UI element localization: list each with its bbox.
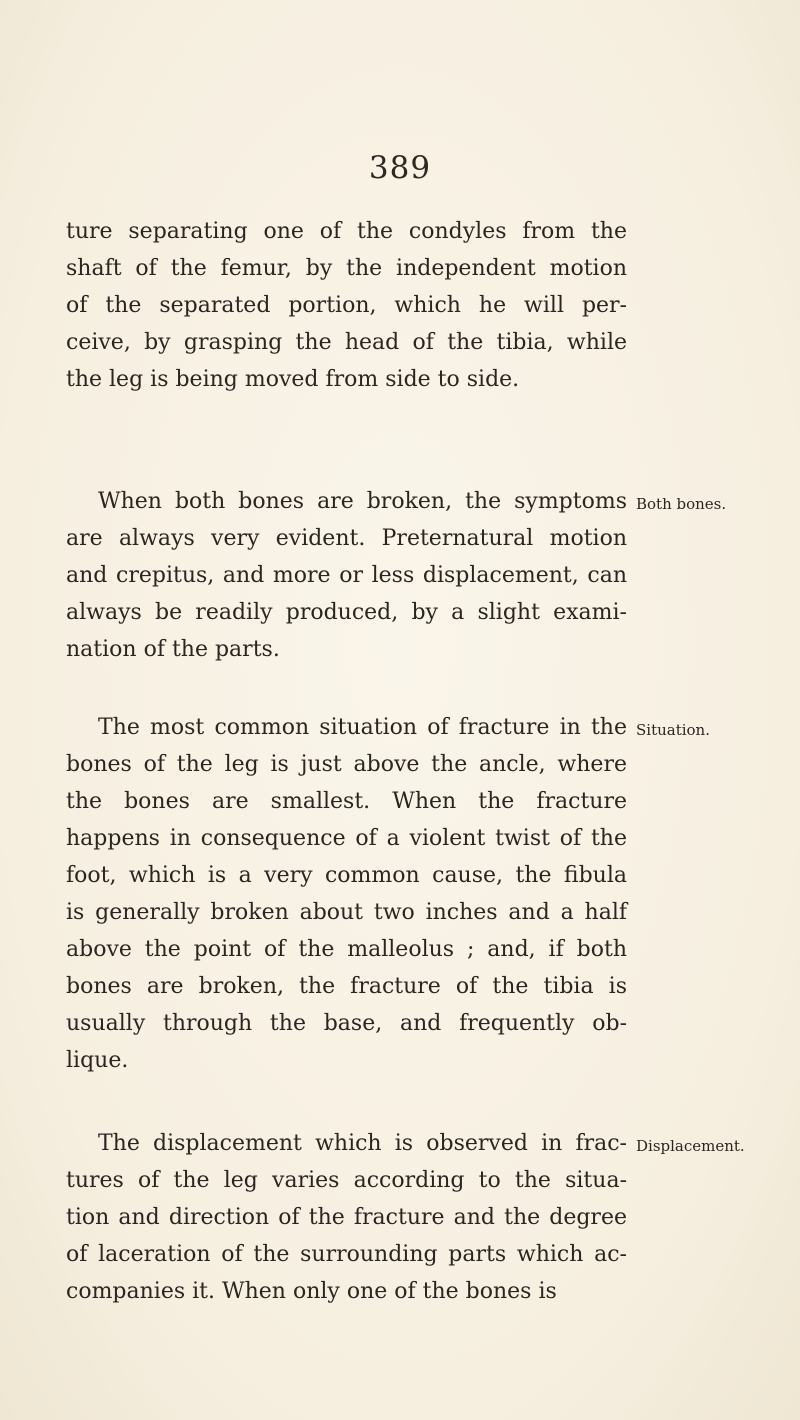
margin-note: Displacement. xyxy=(636,1137,745,1155)
text-line: tion and direction of the fracture and the degree xyxy=(66,1205,627,1230)
text-line: ture separating one of the condyles from the xyxy=(66,219,627,244)
text-line: bones are broken, the fracture of the tibia is xyxy=(66,974,627,999)
text-line: the bones are smallest. When the fracture xyxy=(66,789,627,814)
text-line: ceive, by grasping the head of the tibia, while xyxy=(66,330,627,355)
text-line: When both bones are broken, the symptoms xyxy=(98,489,627,514)
text-line: usually through the base, and frequently ob- xyxy=(66,1011,627,1036)
text-line: and crepitus, and more or less displacement, can xyxy=(66,563,627,588)
text-line: above the point of the malleolus ; and, if both xyxy=(66,937,627,962)
text-line: bones of the leg is just above the ancle, where xyxy=(66,752,627,777)
text-line: of laceration of the surrounding parts which ac- xyxy=(66,1242,627,1267)
text-line: foot, which is a very common cause, the fibula xyxy=(66,863,627,888)
text-line: the leg is being moved from side to side. xyxy=(66,367,520,392)
text-line: tures of the leg varies according to the situa- xyxy=(66,1168,627,1193)
text-line: The most common situation of fracture in the xyxy=(98,715,627,740)
text-line: is generally broken about two inches and a half xyxy=(66,900,627,925)
margin-note: Both bones. xyxy=(636,495,727,513)
margin-note: Situation. xyxy=(636,721,710,739)
text-line: happens in consequence of a violent twist of the xyxy=(66,826,627,851)
text-line: of the separated portion, which he will per- xyxy=(66,293,627,318)
text-line: lique. xyxy=(66,1048,129,1073)
text-line: always be readily produced, by a slight exami- xyxy=(66,600,627,625)
text-line: nation of the parts. xyxy=(66,637,280,662)
page-number: 389 xyxy=(368,150,432,186)
text-line: are always very evident. Preternatural motion xyxy=(66,526,627,551)
text-line: shaft of the femur, by the independent motion xyxy=(66,256,627,281)
text-line: The displacement which is observed in frac- xyxy=(98,1131,627,1156)
text-line: companies it. When only one of the bones is xyxy=(66,1279,557,1304)
